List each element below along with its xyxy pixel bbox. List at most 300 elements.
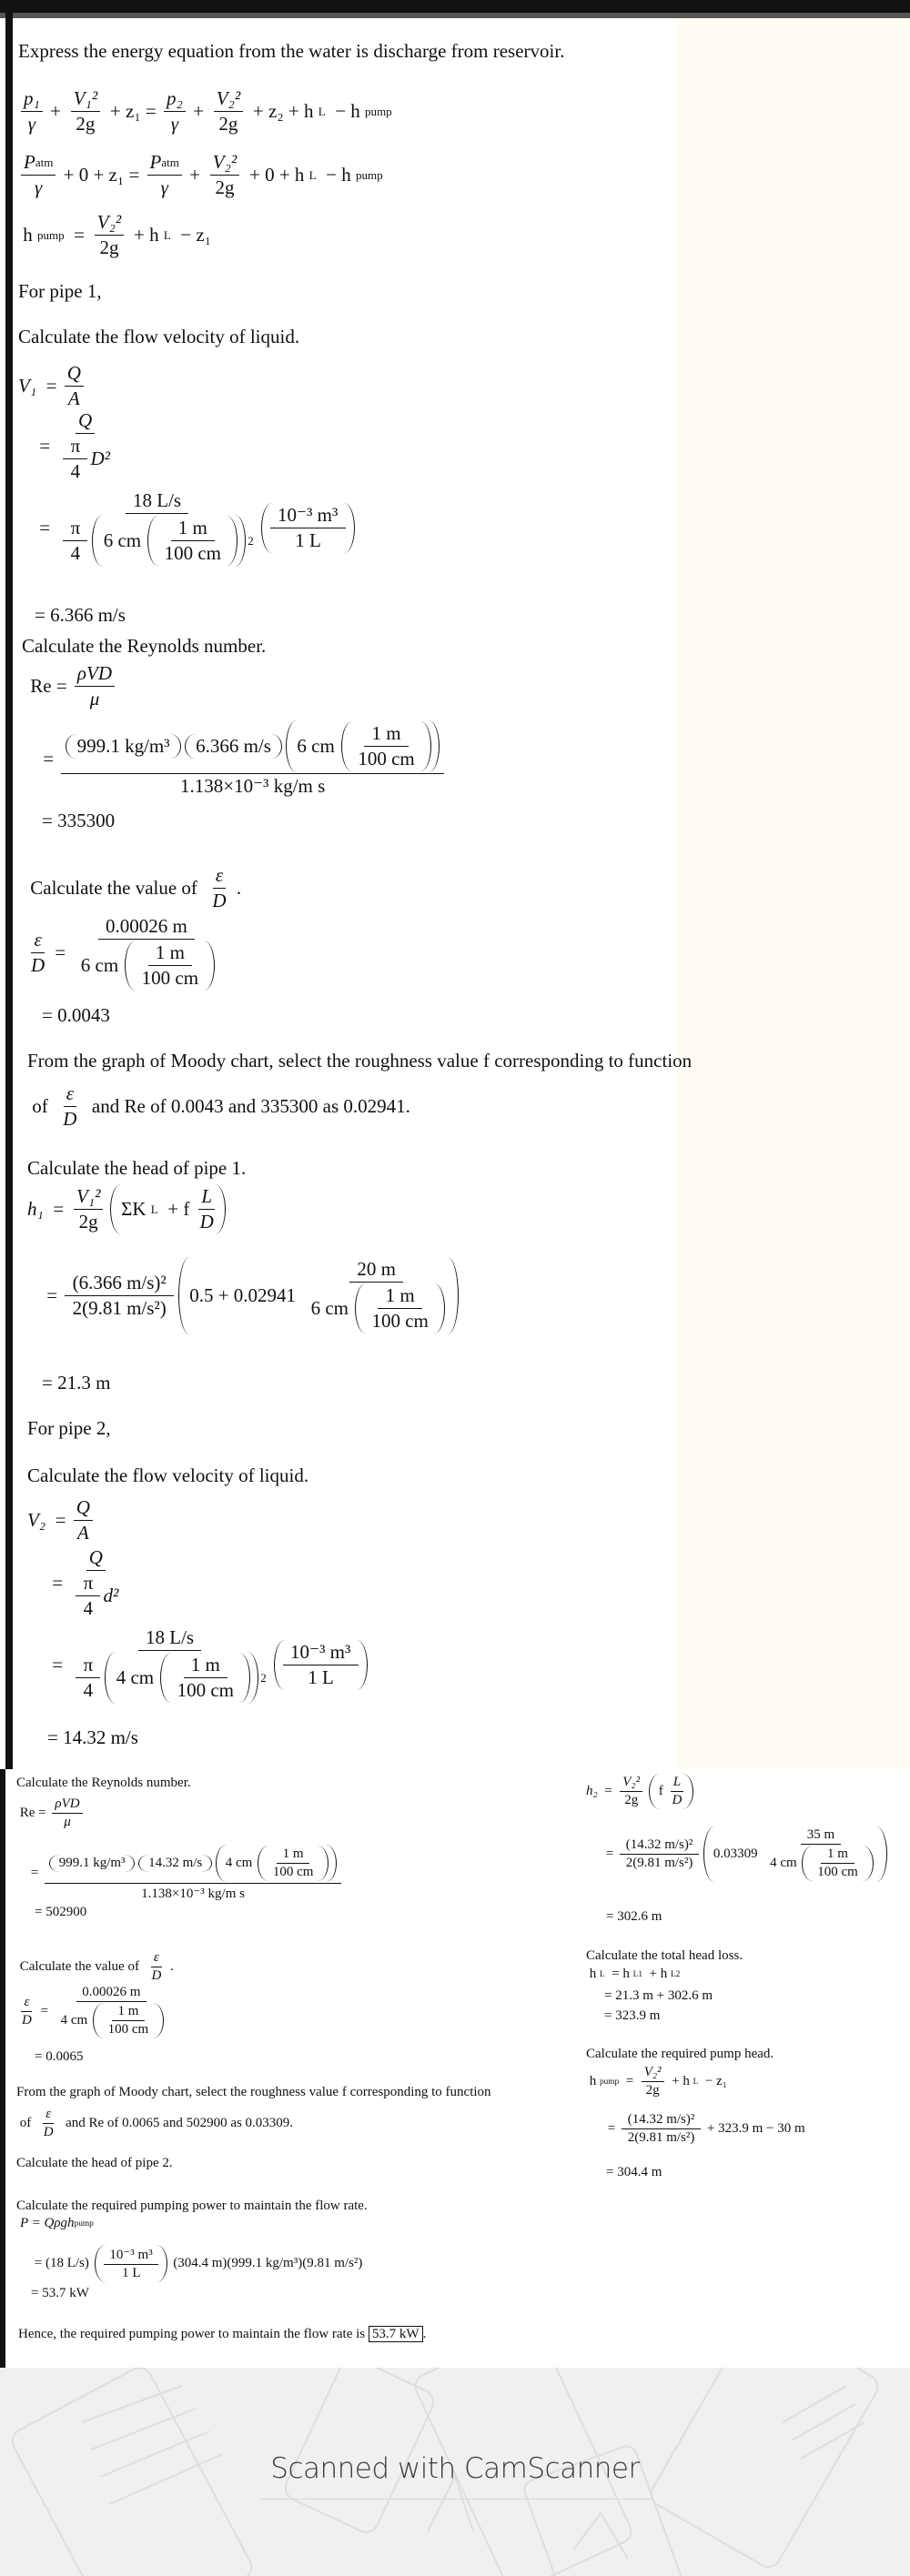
math-text: 100 cm <box>172 1679 239 1701</box>
math-text: f <box>654 1784 667 1798</box>
math-text: = <box>597 1784 616 1798</box>
math-group <box>64 720 441 772</box>
numerator <box>63 435 87 459</box>
math-group <box>47 1845 339 1882</box>
math-group <box>154 517 231 565</box>
numerator <box>52 1796 82 1814</box>
math-text: 1 m <box>278 1846 308 1861</box>
math-text: = <box>42 1284 63 1306</box>
math-variable: D <box>43 2125 54 2139</box>
math-text: 999.1 kg/m³ <box>72 735 175 757</box>
fraction <box>207 151 242 199</box>
math-text: − h <box>325 100 366 122</box>
conclusion-text: Hence, the required pumping power to maintain the flow rate is <box>18 2327 369 2341</box>
numerator <box>64 1082 76 1107</box>
math-variable: P = Qρgh <box>20 2216 75 2230</box>
numerator <box>31 929 44 953</box>
fraction <box>283 1641 359 1689</box>
math-text: 14.32 m/s <box>145 1856 206 1870</box>
math-group <box>766 1846 875 1881</box>
math-text: 100 cm <box>136 967 204 989</box>
velocity2-heading: Calculate the flow velocity of liquid. <box>27 1464 309 1486</box>
math-text: 6 cm <box>306 1297 354 1319</box>
subscript: pump <box>365 104 392 118</box>
subscript: pump <box>600 2077 620 2087</box>
fraction <box>21 87 43 136</box>
fraction <box>19 1995 35 2028</box>
math-group <box>47 1546 124 1620</box>
math-group <box>20 2216 94 2231</box>
math-variable: A <box>76 1522 89 1544</box>
math-variable: L <box>201 1185 213 1207</box>
math-group <box>586 2065 731 2098</box>
denominator <box>157 541 228 565</box>
math-text: 2(9.81 m/s²) <box>623 2130 699 2145</box>
numerator <box>620 1837 699 1855</box>
denominator <box>66 387 83 410</box>
roughness2-heading <box>16 1950 177 1984</box>
denominator <box>173 774 333 798</box>
math-group <box>18 151 383 199</box>
math-variable: V₂² <box>622 1775 641 1789</box>
math-text: 1 m <box>380 1284 420 1306</box>
reynolds-result: = 335300 <box>42 810 116 831</box>
math-variable: d² <box>103 1585 119 1606</box>
math-text: = <box>36 2004 52 2018</box>
math-group <box>16 1950 177 1984</box>
v2-area-equation <box>47 1546 124 1620</box>
denominator <box>300 1665 340 1689</box>
math-variable: ε <box>66 1082 74 1104</box>
numerator <box>21 1995 32 2012</box>
head2-heading: Calculate the head of pipe 2. <box>16 2156 173 2170</box>
roughness-result: = 0.0043 <box>42 1004 110 1026</box>
fraction <box>65 1272 174 1320</box>
numerator <box>283 1641 359 1665</box>
conclusion <box>18 2327 426 2342</box>
fraction <box>164 87 186 136</box>
math-text: and Re of 0.0065 and 502900 as 0.03309. <box>58 2116 297 2130</box>
denominator <box>76 1596 100 1620</box>
reynolds2-equation <box>16 1796 86 1830</box>
math-variable: V₂² <box>212 151 238 173</box>
subscript: L <box>150 1202 158 1216</box>
denominator <box>102 2021 155 2038</box>
math-text: 1 L <box>118 2266 144 2280</box>
subscript: L <box>318 104 326 118</box>
fraction <box>61 720 444 798</box>
math-text: = <box>35 517 56 538</box>
math-text: 1 m <box>367 722 406 744</box>
numerator <box>63 517 87 541</box>
denominator <box>763 1845 877 1881</box>
math-variable: V₁² <box>76 1185 101 1207</box>
math-text: 4 <box>66 460 86 482</box>
v2-calculation <box>47 1626 369 1704</box>
math-text: 4 <box>78 1679 98 1701</box>
denominator <box>19 2012 35 2028</box>
moody-text: From the graph of Moody chart, select the roughness value f corresponding to function <box>27 1050 693 1072</box>
math-group <box>25 915 222 991</box>
math-text: 1 L <box>303 1666 339 1688</box>
math-text: = <box>36 375 62 397</box>
v1-result: = 6.366 m/s <box>35 604 126 626</box>
reynolds2-heading: Calculate the Reynolds number. <box>16 1776 191 1790</box>
math-variable: γ <box>170 113 179 135</box>
pump-head-result: = 304.4 m <box>606 2165 662 2179</box>
math-group <box>57 2003 166 2038</box>
math-variable: h₂ <box>586 1784 598 1798</box>
denominator <box>640 2082 666 2098</box>
math-variable: Q <box>66 362 81 384</box>
energy-equation-simplified <box>18 151 383 199</box>
denominator <box>57 514 256 567</box>
denominator <box>87 687 103 710</box>
fraction <box>52 1796 82 1830</box>
numerator <box>277 1846 309 1864</box>
math-text: 1 m <box>186 1654 226 1675</box>
denominator <box>28 953 47 977</box>
subscript: L <box>308 167 317 182</box>
math-text: 100 cm <box>104 2022 152 2037</box>
denominator <box>41 2124 56 2140</box>
math-variable: μ <box>89 688 100 709</box>
numerator <box>65 1272 174 1296</box>
math-variable: p₂ <box>167 87 183 109</box>
parentheses <box>105 1652 258 1704</box>
math-text: 6 cm <box>98 529 147 551</box>
numerator <box>821 1846 854 1864</box>
parentheses <box>261 503 355 553</box>
fraction <box>169 1654 241 1702</box>
math-variable: ε <box>215 864 224 886</box>
math-variable: V₂² <box>643 2065 662 2079</box>
fraction <box>134 941 206 990</box>
math-text: + <box>45 100 66 122</box>
numerator <box>112 2004 145 2021</box>
parentheses <box>274 1640 368 1690</box>
numerator <box>86 1546 106 1571</box>
numerator <box>164 87 186 112</box>
fraction <box>21 151 56 199</box>
math-text: = <box>619 2074 637 2088</box>
math-text: = <box>602 1846 617 1861</box>
math-variable: D <box>151 1968 162 1983</box>
math-text: 10⁻³ m³ <box>106 2248 157 2262</box>
math-group <box>72 735 174 758</box>
math-text: + <box>184 164 206 186</box>
numerator <box>378 1284 422 1309</box>
math-group <box>18 362 86 410</box>
math-group <box>191 735 276 758</box>
numerator <box>620 1775 642 1792</box>
subscript: atm <box>35 155 54 169</box>
fraction <box>811 1846 864 1880</box>
fraction <box>157 517 228 565</box>
intro-text: Express the energy equation from the water is discharge from reservoir. <box>18 40 565 62</box>
math-group <box>18 87 392 136</box>
math-group <box>25 864 246 912</box>
denominator <box>209 889 228 912</box>
parentheses <box>178 1257 459 1334</box>
math-text: and Re of 0.0043 and 335300 as 0.02941. <box>82 1095 416 1117</box>
math-group <box>167 1654 244 1702</box>
math-text: = <box>46 1509 71 1531</box>
numerator <box>95 211 124 236</box>
math-text: . <box>167 1959 177 1974</box>
pipe1-heading: For pipe 1, <box>18 280 102 302</box>
fraction <box>57 409 113 483</box>
math-text: h <box>18 224 37 246</box>
paper-tint <box>678 18 910 1769</box>
math-text: + h <box>128 224 164 246</box>
math-text: 4 cm <box>56 2013 91 2028</box>
math-text: + 323.9 m − 30 m <box>703 2121 809 2136</box>
math-text: π <box>66 435 86 457</box>
denominator <box>63 459 87 483</box>
numerator <box>76 1572 100 1596</box>
math-group <box>25 662 117 710</box>
math-variable: D <box>199 1211 214 1233</box>
conclusion-period: . <box>422 2327 427 2341</box>
denominator <box>68 112 103 136</box>
head1-equation <box>27 1184 228 1234</box>
fraction <box>75 662 115 710</box>
math-group <box>111 1653 252 1703</box>
math-text: = <box>27 1866 42 1880</box>
math-group <box>101 2246 162 2281</box>
math-group <box>38 720 447 798</box>
fraction <box>74 915 220 991</box>
moody2-text-cont <box>16 2107 297 2140</box>
math-text: (304.4 m)(999.1 kg/m³)(9.81 m/s²) <box>169 2256 367 2270</box>
fraction <box>28 929 47 977</box>
math-variable: D <box>22 2013 32 2028</box>
math-text: 1 m <box>824 1846 852 1861</box>
math-group <box>18 211 216 259</box>
numerator <box>671 1775 683 1792</box>
denominator <box>92 236 126 259</box>
reynolds-calculation <box>38 720 447 798</box>
denominator <box>211 112 246 136</box>
math-text: (6.366 m/s)² <box>67 1272 171 1293</box>
parentheses <box>649 1774 693 1809</box>
moody2-text: From the graph of Moody chart, select the roughness value f corresponding to function <box>16 2085 491 2099</box>
parentheses <box>125 941 215 991</box>
math-group <box>586 1774 695 1809</box>
math-text: = <box>38 748 59 770</box>
watermark-underline <box>260 2499 652 2500</box>
math-text: 100 cm <box>353 748 420 770</box>
parentheses <box>802 1846 873 1881</box>
math-group <box>361 1284 439 1333</box>
math-text: h <box>586 2074 600 2088</box>
denominator <box>148 1967 164 1984</box>
denominator <box>303 1283 450 1333</box>
math-variable: ε <box>46 2107 52 2121</box>
fraction <box>618 1775 644 1808</box>
numerator <box>364 722 409 747</box>
fraction <box>104 2246 159 2281</box>
math-variable: ε <box>153 1950 159 1965</box>
numerator <box>126 489 189 514</box>
math-text: 35 m <box>804 1827 838 1842</box>
denominator <box>55 2002 168 2038</box>
math-group <box>42 1257 460 1334</box>
denominator <box>65 1296 174 1320</box>
math-text: − z₁ <box>170 224 217 246</box>
denominator <box>197 1210 217 1233</box>
denominator <box>32 176 45 199</box>
fraction <box>209 864 228 912</box>
math-text: = (18 L/s) <box>31 2256 93 2270</box>
math-variable: D <box>212 890 227 911</box>
math-group <box>56 1856 128 1871</box>
math-text: 1 m <box>150 941 190 963</box>
subscript: L2 <box>670 1969 681 1979</box>
math-text: 2g <box>74 1211 103 1233</box>
velocity-heading: Calculate the flow velocity of liquid. <box>18 326 300 347</box>
math-text: 100 cm <box>269 1865 318 1879</box>
math-text: 10⁻³ m³ <box>285 1641 356 1663</box>
math-variable: D² <box>90 448 110 469</box>
total-loss-result: = 323.9 m <box>604 2008 661 2023</box>
conclusion-answer-box: 53.7 kW <box>369 2326 423 2342</box>
fraction <box>148 1950 164 1984</box>
power-result: = 53.7 kW <box>31 2286 89 2300</box>
power-equation <box>20 2216 94 2231</box>
fraction <box>669 1775 684 1808</box>
math-text: 1 m <box>173 517 213 538</box>
denominator <box>70 1571 121 1620</box>
pump-head-calculation <box>604 2112 808 2146</box>
fraction <box>197 1185 217 1233</box>
denominator <box>207 176 242 199</box>
math-text: = <box>47 1572 68 1594</box>
math-text: 2g <box>214 113 243 135</box>
math-group <box>222 1846 330 1881</box>
numerator <box>210 151 239 176</box>
v1-calculation <box>35 489 357 567</box>
math-group <box>27 1496 96 1545</box>
fraction <box>70 1626 268 1704</box>
math-text: of <box>27 1095 58 1117</box>
math-variable: ρVD <box>55 1796 80 1811</box>
subscript: L1 <box>632 1969 642 1979</box>
fraction <box>640 2065 666 2098</box>
fraction <box>70 1546 121 1620</box>
fraction <box>620 1837 699 1871</box>
numerator <box>74 1185 103 1210</box>
denominator <box>169 1678 241 1702</box>
math-text: + <box>187 100 209 122</box>
math-group <box>98 516 239 566</box>
numerator <box>147 151 182 176</box>
denominator <box>61 1814 74 1830</box>
parentheses <box>341 721 431 771</box>
parentheses <box>160 1653 250 1703</box>
denominator <box>60 1107 79 1131</box>
subscript: pump <box>74 2219 94 2229</box>
numerator <box>98 915 195 940</box>
pump-head-heading: Calculate the required pump head. <box>586 2047 774 2061</box>
superscript: 2 <box>260 1670 267 1685</box>
math-text: 2g <box>210 176 239 198</box>
subscript: atm <box>161 155 179 169</box>
numerator <box>76 1985 147 2002</box>
denominator <box>135 1884 250 1902</box>
math-group <box>76 941 217 991</box>
fraction <box>71 1185 106 1233</box>
fraction <box>350 722 422 770</box>
math-text: π <box>66 517 86 538</box>
math-text: h <box>586 1967 600 1981</box>
math-group <box>292 721 433 771</box>
fraction <box>76 1654 100 1702</box>
math-variable: ε <box>24 1995 30 2009</box>
pump-head-equation2 <box>586 2065 731 2098</box>
parentheses <box>95 2245 168 2282</box>
math-text: + 0 + z₁ = <box>58 164 145 186</box>
math-group <box>268 504 349 552</box>
math-text: (14.32 m/s)² <box>623 2112 699 2127</box>
fraction <box>45 1845 341 1902</box>
numerator <box>74 1496 93 1521</box>
math-variable: Q <box>76 1496 90 1518</box>
numerator <box>270 504 346 528</box>
math-text: 0.03309 <box>710 1846 762 1861</box>
head2-equation <box>586 1774 695 1809</box>
math-text: 4 <box>78 1597 98 1619</box>
numerator <box>45 1845 341 1884</box>
math-text: . <box>231 877 247 899</box>
math-variable: V₂² <box>216 87 241 109</box>
fraction <box>303 1258 450 1333</box>
math-text: = <box>47 1654 68 1675</box>
head1-heading: Calculate the head of pipe 1. <box>27 1157 247 1179</box>
numerator <box>151 1950 162 1967</box>
fraction <box>63 517 87 565</box>
numerator <box>43 2107 54 2124</box>
numerator <box>138 1626 202 1651</box>
v1-equation <box>18 362 86 410</box>
denominator <box>811 1864 864 1880</box>
math-group <box>348 722 425 770</box>
math-text: 2g <box>95 236 124 258</box>
math-variable: Q <box>88 1546 103 1568</box>
math-text: 1 m <box>114 2004 143 2018</box>
parentheses <box>355 1283 445 1333</box>
math-group <box>47 1626 369 1704</box>
math-group <box>306 1283 447 1333</box>
subscript: pump <box>355 167 383 182</box>
denominator <box>622 2129 701 2146</box>
denominator <box>267 1864 319 1880</box>
camscanner-watermark: Scanned with CamScanner <box>270 2452 640 2485</box>
fraction <box>92 211 126 259</box>
denominator <box>75 1521 92 1545</box>
roughness-equation <box>25 915 222 991</box>
math-group <box>60 515 253 567</box>
subscript: L <box>693 2077 699 2087</box>
math-text: 1.138×10⁻³ kg/m s <box>175 775 330 797</box>
math-variable: h₁ <box>27 1198 44 1220</box>
math-text: = <box>50 941 71 963</box>
numerator <box>171 517 216 541</box>
math-variable: A <box>67 387 80 409</box>
math-text: 100 cm <box>159 542 227 564</box>
math-text: 4 cm <box>766 1856 801 1870</box>
